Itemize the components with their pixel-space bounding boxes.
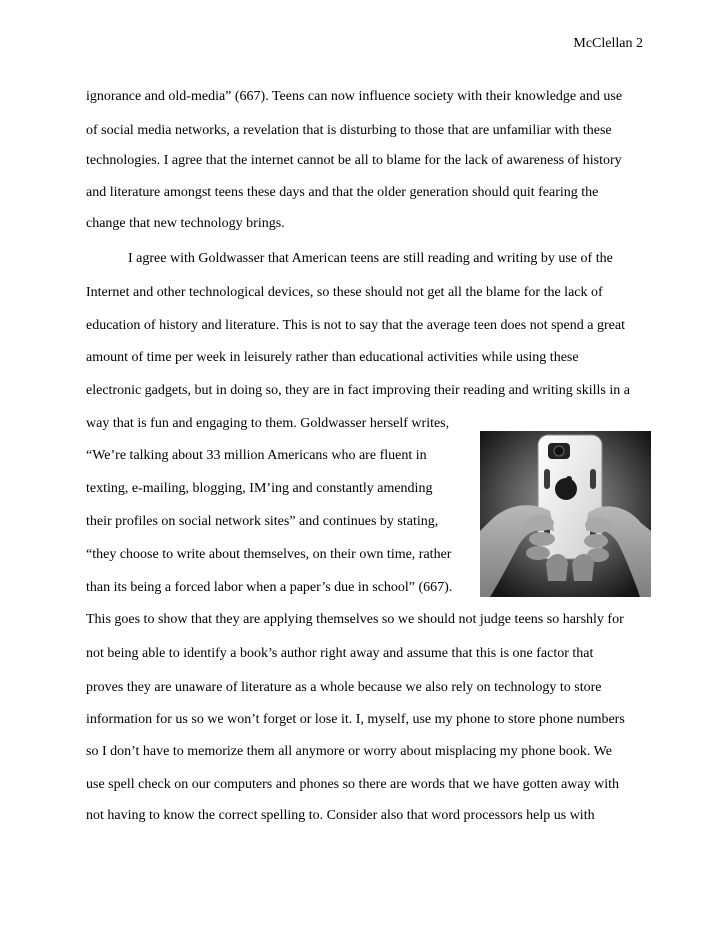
text-line: of social media networks, a revelation that is disturbing to those that are unfamiliar with these — [86, 123, 612, 138]
text-line: and literature amongst teens these days and that the older generation should quit fearing the — [86, 185, 599, 200]
text-line: information for us so we won’t forget or lose it. I, myself, use my phone to store phone numbers — [86, 712, 625, 727]
text-line: electronic gadgets, but in doing so, they are in fact improving their reading and writing skills in a — [86, 383, 630, 398]
text-line: amount of time per week in leisurely rather than educational activities while using these — [86, 350, 579, 365]
text-line: This goes to show that they are applying themselves so we should not judge teens so harshly for — [86, 612, 624, 627]
text-line: ignorance and old-media” (667). Teens can now influence society with their knowledge and use — [86, 89, 623, 104]
text-line: use spell check on our computers and phones so there are words that we have gotten away with — [86, 777, 620, 792]
text-line: their profiles on social network sites” and continues by stating, — [86, 514, 439, 529]
text-line: technologies. I agree that the internet cannot be all to blame for the lack of awareness of history — [86, 153, 622, 168]
text-line: Internet and other technological devices, so these should not get all the blame for the lack of — [86, 285, 603, 300]
text-line: not having to know the correct spelling to. Consider also that word processors help us with — [86, 808, 595, 823]
text-line: education of history and literature. This is not to say that the average teen does not spend a great — [86, 318, 625, 333]
text-line: I agree with Goldwasser that American teens are still reading and writing by use of the — [128, 251, 613, 266]
text-line: way that is fun and engaging to them. Goldwasser herself writes, — [86, 416, 450, 431]
text-line: texting, e-mailing, blogging, IM’ing and constantly amending — [86, 481, 433, 496]
page-header-label: McClellan 2 — [573, 36, 643, 51]
text-line: proves they are unaware of literature as a whole because we also rely on technology to store — [86, 680, 602, 695]
phone-in-hands-photo — [480, 431, 651, 597]
text-line: so I don’t have to memorize them all anymore or worry about misplacing my phone book. We — [86, 744, 612, 759]
text-line: “We’re talking about 33 million Americans who are fluent in — [86, 448, 427, 463]
text-line: not being able to identify a book’s author right away and assume that this is one factor that — [86, 646, 594, 661]
text-line: than its being a forced labor when a paper’s due in school” (667). — [86, 580, 453, 595]
text-line: change that new technology brings. — [86, 216, 285, 231]
text-line: “they choose to write about themselves, on their own time, rather — [86, 547, 452, 562]
